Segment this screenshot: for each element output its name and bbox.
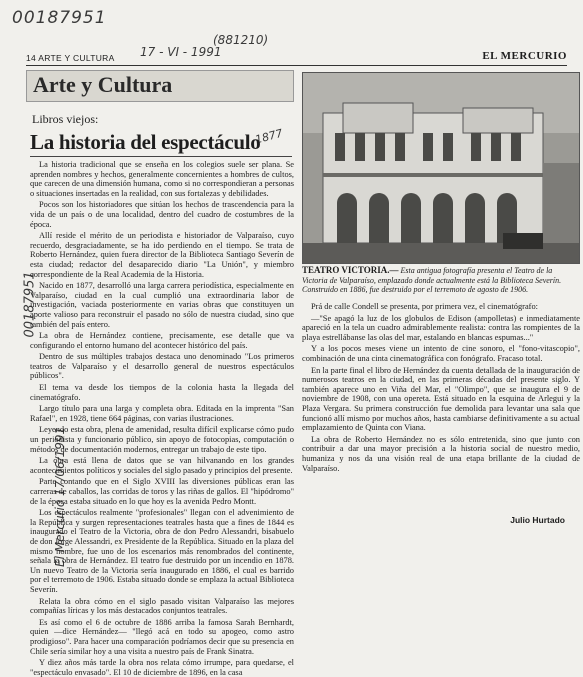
paragraph: Pocos son los historiadores que sitúan los hechos de trascendencia para la vida de un país o de una localidad, dentro del cuadro de costumbres de la época. [30, 200, 294, 229]
paragraph: La obra de Roberto Hernández no es sólo entretenida, sino que junto con contribuir a dar una mayor precisión a la historia social de nuestro medio, humaniza y nos da una visión real de una etapa brillante de la ciudad de Valparaíso. [302, 434, 580, 473]
paragraph: El tema va desde los tiempos de la colonia hasta la llegada del cinematógrafo. [30, 383, 294, 402]
caption-lead: TEATRO VICTORIA.— [302, 265, 399, 275]
handwritten-date: 17 - VI - 1991 [140, 45, 222, 59]
caption-text: Esta antigua fotografía presenta el Teatro de la Victoria de Valparaíso, emplazado donde actualmente está la Biblioteca Severín. Construido en 1886, fue destruido por el terremoto de agosto de 1906. [302, 266, 562, 295]
author-byline: Julio Hurtado [510, 515, 565, 525]
paragraph: En la parte final el libro de Hernández da cuenta detallada de la inauguración de numerosos teatros en la ciudad, en las primeras décadas del presente siglo. Y también aparece uno en Viña del Mar, el "Olimpo", que se inaugura el 9 de noviembre de 1908, con una opereta. Está situado en la esquina de Arlegui y la Plaza Vergara. Su primera construcción fue demolida para levantar una sala que funcionó allí mismo por muchos años, hasta cambiarse definitivamente a su actual emplazamiento de Quinta con Viana. [302, 365, 580, 433]
teatro-victoria-photo [302, 72, 580, 264]
paragraph: Largo título para una larga y completa obra. Editada en la imprenta "San Rafael", en 1928, tiene 664 páginas, con varias ilustraciones. [30, 404, 294, 423]
paragraph: Los espectáculos realmente "profesionales" llegan con el advenimiento de la República y surgen representaciones teatrales hasta que a fines de 1844 es inaugurado el Teatro de la Victoria, obra de don Pedro Alessandri, bisabuelo de don Jorge Alessandri, ex Presidente de la República. Situado en la plaza del mismo nombre, fue uno de los escenarios más renombrados del continente, señala la obra de Hernández. El teatro fue destruido por un incendio en 1878. Un nuevo Teatro de la Victoria sería inaugurado en 1886, el cual es barrido por el terremoto de 1906. Estaba situado donde se emplaza la actual Biblioteca Severín. [30, 508, 294, 594]
paragraph: Leyendo esta obra, plena de amenidad, resulta difícil explicarse cómo pudo un periodista y funcionario público, sin apoyo de fotocopias, computación o métodos de documentación modernos, entregar un trabajo de este tipo. [30, 425, 294, 454]
newspaper-name: EL MERCURIO [482, 50, 567, 62]
paragraph: Prá de calle Condell se presenta, por primera vez, el cinematógrafo: [311, 302, 538, 311]
paragraph: —"Se apagó la luz de los globulos de Edison (ampolletas) e inmediatamente apareció en la tela un cuadro admirablemente realista: contra las rompientes de la playa estrellábanse las olas del mar, estalando en blancas espumas..." [302, 313, 580, 342]
handwritten-code: (881210) [213, 33, 269, 47]
article-column-left [30, 160, 294, 677]
headline: La historia del espectáculo [30, 130, 261, 154]
handwritten-side-note: El Mercurio 17/06/1991 [53, 426, 67, 567]
handwritten-side-number: 00187951 [22, 271, 38, 338]
headline-rule [30, 156, 292, 157]
kicker: Libros viejos: [32, 112, 99, 126]
paragraph: Y diez años más tarde la obra nos relata cómo irrumpe, para quedarse, el "espectáculo envasado". El 10 de diciembre de 1896, en la casa [30, 658, 294, 677]
building-illustration [303, 73, 579, 263]
article-column-right [302, 302, 580, 522]
page-section-label: 14 ARTE Y CULTURA [26, 53, 115, 63]
paragraph: Dentro de sus múltiples trabajos destaca uno denominado "Los primeros teatros de Valparaíso y el desarrollo general de nuestros espectáculos públicos". [30, 352, 294, 381]
paragraph: La obra de Hernández contiene, precisamente, ese detalle que va configurando el entorno humano del acontecer histórico del país. [30, 331, 294, 350]
section-title: Arte y Cultura [33, 72, 173, 97]
paragraph: Relata la obra cómo en el siglo pasado visitan Valparaíso las mejores compañías líricas y los más destacados conjuntos teatrales. [30, 596, 294, 616]
paragraph: Y a los pocos meses viene un intento de cine sonoro, el "fono-vitascopio", combinación de una cinta cinematográfica con fonógrafo. Fracaso total. [302, 344, 580, 363]
photo-caption [302, 266, 576, 295]
paragraph: Nacido en 1877, desarrolló una larga carrera periodística, especialmente en Valparaíso, ciudad en la cual cumplió una extraordinaria labor de investigación, vaciada posteriormente en varias obras que constituyen un aporte valioso para reconstruir el pasado no sólo de nuestra ciudad, sino que también del país entero. [30, 281, 294, 329]
handwritten-archive-number: 00187951 [12, 8, 107, 28]
paragraph: La obra está llena de datos que se van hilvanando en los grandes acontecimientos políticos y sociales del siglo pasado y principios del presente. [30, 456, 294, 475]
paragraph: La historia tradicional que se enseña en los colegios suele ser plana. Se aprenden nombres y hechos, generalmente concernientes a hombres de cultos, que carecen de una dimensión humana, como si no correspondieran a personas o situaciones insertadas en la realidad, con sus fortalezas y debilidades. [30, 160, 294, 198]
paragraph: Es así como el 6 de octubre de 1886 arriba la famosa Sarah Bernhardt, quien —dice Hernández— "llegó acá en todo su apogeo, como astro prodigioso". Para hacer una comparación podríamos decir que su presencia en Chile sería similar hoy a una visita a nuestro país de Frank Sinatra. [30, 617, 294, 656]
handwritten-year-note: 1877 [253, 126, 285, 147]
paragraph: Allí reside el mérito de un periodista e historiador de Valparaíso, cuyo recuerdo, desgraciadamente, se ha ido perdiendo en el tiempo. Se trata de Roberto Hernández, quien fuera director de la Biblioteca Santiago Severín de esta ciudad; redactor del desaparecido diario "La Unión", y miembro correspondiente de la Real Academia de la Historia. [30, 231, 294, 279]
paragraph: Parte contando que en el Siglo XVIII las diversiones públicas eran las carreras de caballos, las corridas de toros y las riñas de gallos. El "hipódromo" de la época estaba situado en lo que hoy es la avenida Pedro Montt. [30, 477, 294, 506]
section-banner [26, 70, 294, 102]
